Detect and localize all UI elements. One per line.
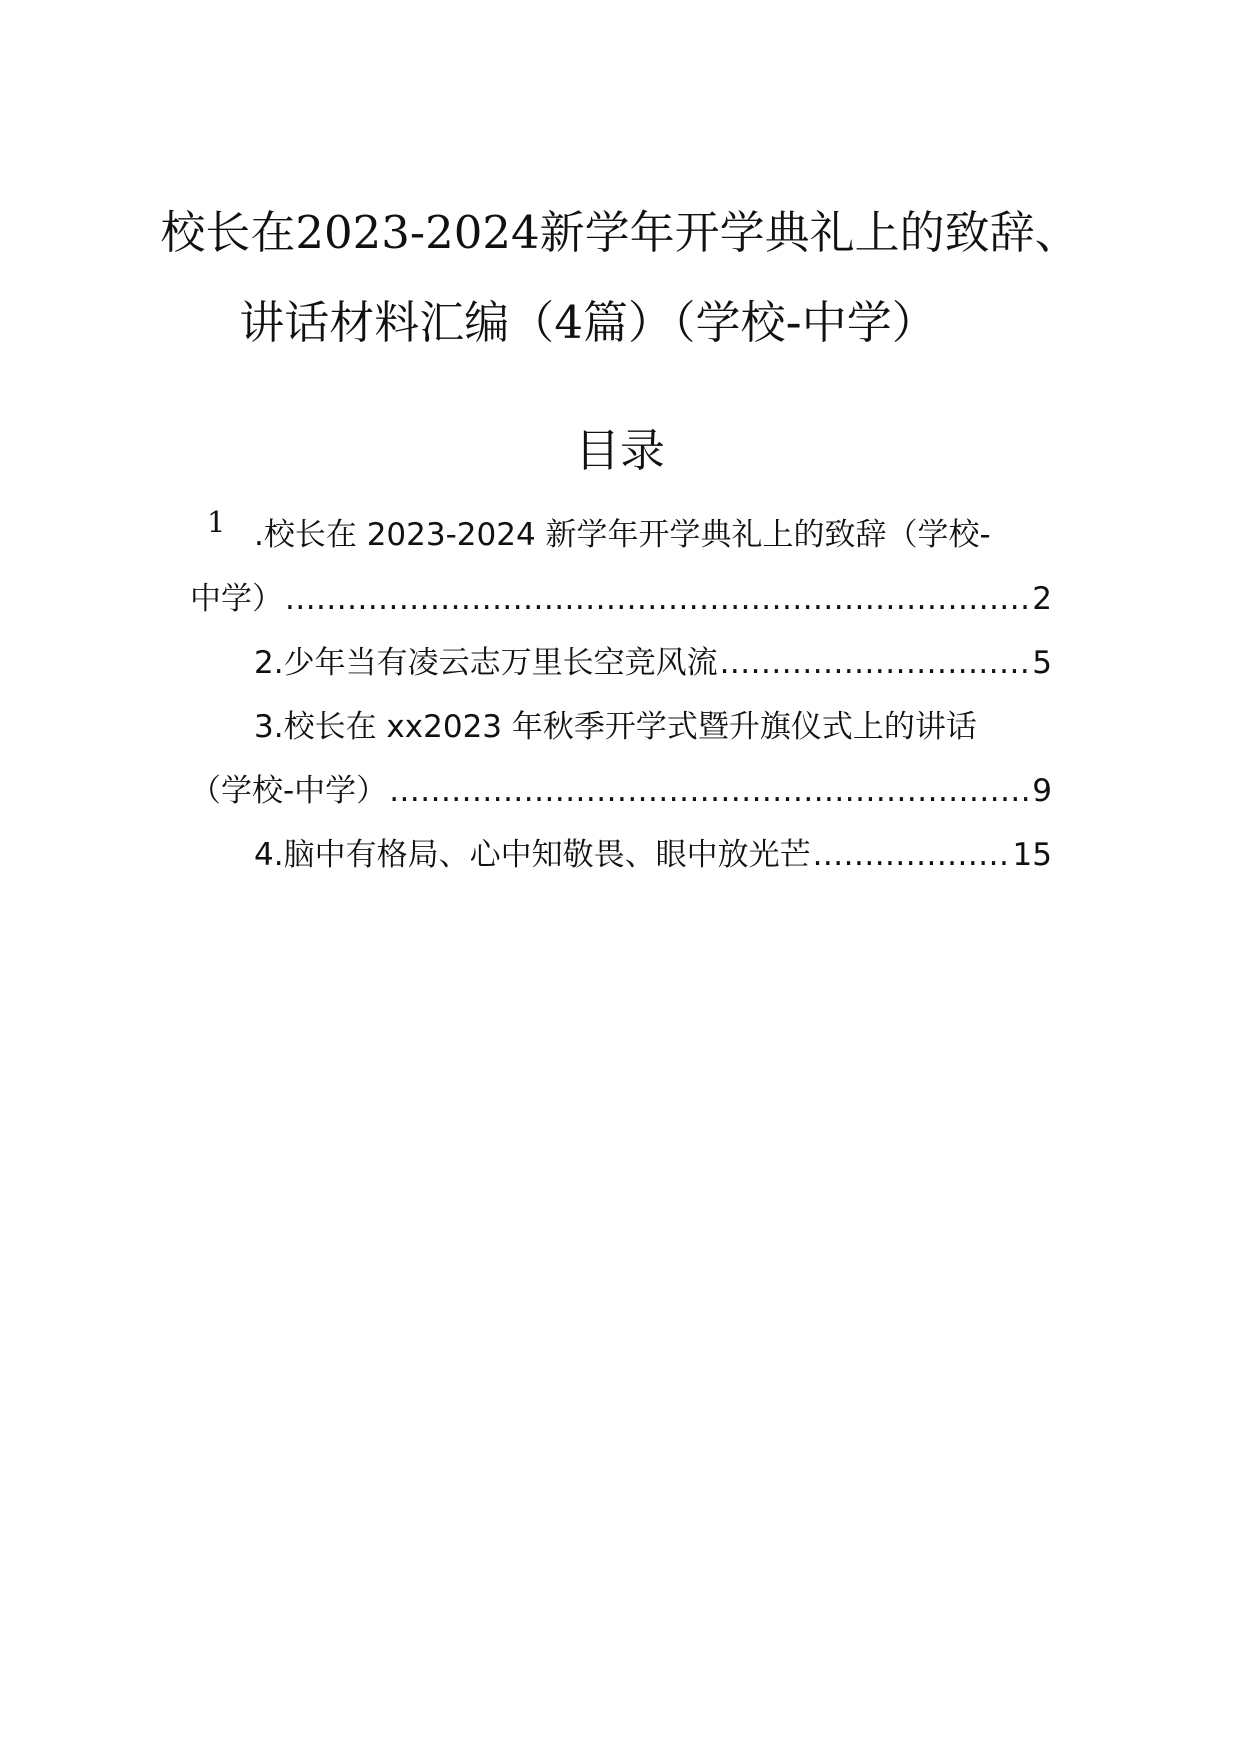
toc-entry-3[interactable] bbox=[190, 695, 1052, 823]
stray-number: 1 bbox=[207, 505, 226, 539]
toc-entry-line bbox=[190, 695, 1052, 759]
title-year-range: 2023-2024 bbox=[295, 206, 540, 259]
toc-page-number: 15 bbox=[1012, 837, 1052, 873]
title-text: 新学年开学典礼上的致辞、 bbox=[539, 206, 1080, 259]
document-title-line-1 bbox=[150, 206, 1090, 259]
toc-entry-text: 4.脑中有格局、心中知敬畏、眼中放光芒 bbox=[254, 837, 811, 873]
toc-entry-line bbox=[190, 631, 1052, 695]
toc-dot-leader bbox=[285, 567, 1030, 631]
toc-dot-leader bbox=[813, 823, 1011, 887]
toc-entry-text: 2.少年当有凌云志万里长空竞风流 bbox=[254, 645, 718, 681]
toc-entry-text: .校长在 2023-2024 新学年开学典礼上的致辞（学校- bbox=[254, 517, 991, 553]
toc-entry-line bbox=[190, 503, 1052, 567]
toc-entry-4[interactable] bbox=[190, 823, 1052, 887]
toc-entry-text: 中学） bbox=[190, 581, 283, 617]
toc-entry-text: 3.校长在 xx2023 年秋季开学式暨升旗仪式上的讲话 bbox=[254, 709, 977, 745]
toc-entry-2[interactable] bbox=[190, 631, 1052, 695]
toc-page-number: 5 bbox=[1032, 645, 1052, 681]
toc-entry-line bbox=[190, 823, 1052, 887]
toc-dot-leader bbox=[720, 631, 1031, 695]
title-text: 校长在 bbox=[160, 206, 296, 259]
toc-page-number: 9 bbox=[1032, 773, 1052, 809]
document-title-line-2 bbox=[118, 296, 1058, 349]
toc-heading: 目录 bbox=[574, 424, 665, 477]
title-text: 篇）（学校-中学） bbox=[582, 296, 937, 349]
toc-entry-1[interactable] bbox=[190, 503, 1052, 631]
toc-page-number: 2 bbox=[1032, 581, 1052, 617]
toc-entry-text: （学校-中学） bbox=[190, 773, 388, 809]
toc-dot-leader bbox=[389, 759, 1030, 823]
toc-entry-line bbox=[190, 759, 1052, 823]
title-count: 4 bbox=[554, 296, 583, 349]
toc-entry-line bbox=[190, 567, 1052, 631]
title-text: 讲话材料汇编（ bbox=[239, 296, 555, 349]
